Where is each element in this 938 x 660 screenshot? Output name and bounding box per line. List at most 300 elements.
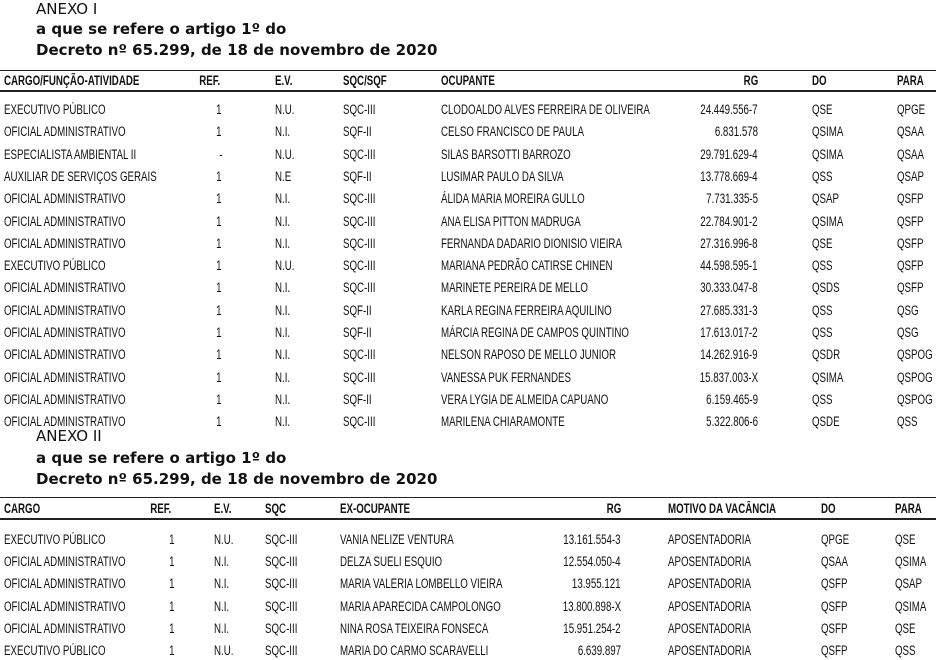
cell-ocupante-text: VANESSA PUK FERNANDES	[441, 369, 572, 385]
cell-do-text: QSS	[812, 302, 833, 318]
cell-sqc-sqf	[343, 236, 388, 252]
cell-rg	[678, 147, 758, 163]
cell-ev	[275, 392, 296, 408]
cell-ocupante	[441, 325, 702, 341]
cell-ex-ocupante	[340, 532, 498, 548]
cell-cargo-text: EXECUTIVO PÚBLICO	[4, 258, 106, 274]
cell-ev	[275, 303, 296, 319]
cell-ocupante	[441, 280, 645, 296]
cell-sqc-sqf	[343, 280, 388, 296]
cell-ocupante-text: CELSO FRANCISCO DE PAULA	[441, 124, 584, 140]
cell-ev	[275, 191, 296, 207]
cell-cargo-text: OFICIAL ADMINISTRATIVO	[4, 347, 126, 363]
cell-ex-ocupante-text: MARIA APARECIDA CAMPOLONGO	[340, 598, 501, 614]
cell-para	[897, 214, 934, 230]
cell-ref	[214, 392, 222, 408]
cell-do-text: QSS	[812, 325, 833, 340]
cell-para	[897, 191, 934, 207]
cell-ref	[214, 124, 222, 140]
cell-do	[821, 621, 858, 637]
cell-ref	[167, 621, 175, 637]
cell-motivo-vacancia-text: APOSENTADORIA	[668, 554, 752, 570]
cell-cargo-text: OFICIAL ADMINISTRATIVO	[4, 280, 126, 296]
cell-ref-text: 1	[216, 258, 222, 274]
cell-ev	[275, 147, 302, 163]
cell-para	[897, 236, 934, 252]
cell-cargo-text: OFICIAL ADMINISTRATIVO	[4, 576, 126, 592]
cell-cargo-text: EXECUTIVO PÚBLICO	[4, 643, 106, 658]
cell-ev-text: N.U.	[275, 146, 295, 162]
cell-do	[821, 532, 860, 548]
cell-cargo	[4, 576, 173, 592]
cell-do	[821, 643, 858, 659]
cell-motivo-vacancia-text: APOSENTADORIA	[668, 598, 752, 614]
cell-rg	[678, 347, 758, 363]
column-header-ref-text: REF.	[149, 501, 171, 516]
annex-2-title: ANEXO II	[36, 427, 102, 445]
cell-ev	[275, 214, 296, 230]
cell-do	[812, 214, 856, 230]
cell-do	[821, 554, 859, 570]
cell-do	[812, 147, 856, 163]
cell-sqc-sqf-text: SQC-III	[343, 146, 376, 162]
cell-cargo	[4, 102, 145, 118]
cell-ocupante	[441, 414, 613, 430]
column-header-para	[895, 501, 932, 517]
cell-cargo-text: EXECUTIVO PÚBLICO	[4, 102, 106, 117]
annex-1-subtitle: a que se refere o artigo 1º do	[36, 20, 287, 38]
cell-do-text: QSIMA	[812, 146, 844, 162]
cell-ev	[214, 532, 241, 548]
cell-do-text: QSE	[812, 235, 833, 251]
cell-para-text: QSG	[897, 325, 919, 340]
cell-sqc-sqf-text: SQC-III	[343, 102, 376, 117]
cell-motivo-vacancia	[668, 532, 783, 548]
cell-do-text: QSFP	[821, 598, 848, 614]
cell-sqc	[265, 643, 310, 659]
column-header-do	[812, 73, 832, 89]
cell-do-text: QSDE	[812, 414, 840, 430]
cell-rg-text: 6.831.578	[714, 124, 758, 140]
cell-sqc-text: SQC-III	[265, 532, 298, 547]
cell-rg-text: 13.800.898-X	[562, 598, 621, 614]
annex-1-title: ANEXO I	[36, 0, 98, 18]
cell-cargo-text: OFICIAL ADMINISTRATIVO	[4, 191, 126, 207]
cell-ex-ocupante	[340, 643, 546, 659]
cell-ref-text: 1	[216, 280, 222, 296]
cell-ev	[214, 576, 235, 592]
cell-ev	[214, 599, 235, 615]
cell-ref	[214, 303, 222, 319]
cell-rg	[686, 414, 758, 430]
cell-sqc-sqf	[343, 214, 388, 230]
cell-ocupante-text: ANA ELISA PITTON MADRUGA	[441, 213, 581, 229]
cell-ref-text: 1	[169, 598, 175, 614]
cell-sqc-sqf-text: SQF-II	[343, 124, 372, 140]
column-header-ex-ocupante-text: EX-OCUPANTE	[340, 501, 411, 516]
cell-sqc-text: SQC-III	[265, 576, 298, 592]
cell-rg	[678, 258, 758, 274]
cell-ocupante	[441, 191, 641, 207]
column-header-para-text: PARA	[895, 501, 922, 516]
cell-rg-text: 13.778.669-4	[700, 168, 758, 184]
cell-rg	[678, 280, 758, 296]
cell-ev-text: N.I.	[214, 620, 230, 636]
cell-sqc-sqf	[343, 258, 388, 274]
cell-do-text: QSS	[812, 258, 833, 274]
cell-ref-text: 1	[169, 554, 175, 570]
cell-sqc-sqf	[343, 303, 383, 319]
cell-ev-text: N.I.	[275, 347, 291, 363]
cell-para-text: QSFP	[897, 280, 924, 296]
cell-motivo-vacancia	[668, 576, 783, 592]
cell-rg	[678, 236, 758, 252]
cell-ocupante	[441, 258, 679, 274]
cell-ocupante-text: SILAS BARSOTTI BARROZO	[441, 146, 571, 162]
cell-ex-ocupante	[340, 576, 566, 592]
column-header-cargo	[4, 73, 192, 89]
cell-rg	[686, 392, 758, 408]
cell-rg	[678, 303, 758, 319]
cell-rg-text: 12.554.050-4	[563, 554, 621, 570]
cell-ocupante-text: VERA LYGIA DE ALMEIDA CAPUANO	[441, 391, 609, 407]
cell-ev-text: N.U.	[214, 532, 234, 547]
column-header-rg-text: RG	[743, 73, 758, 88]
cell-para-text: QSPOG	[897, 369, 933, 385]
cell-cargo-text: OFICIAL ADMINISTRATIVO	[4, 620, 126, 636]
cell-para	[895, 576, 933, 592]
cell-ref-text: 1	[216, 369, 222, 385]
cell-ref-text: 1	[216, 124, 222, 140]
cell-ocupante-text: NELSON RAPOSO DE MELLO JUNIOR	[441, 347, 617, 363]
cell-do-text: QSFP	[821, 576, 848, 592]
cell-ocupante	[441, 236, 692, 252]
cell-ref	[214, 325, 222, 341]
cell-ref	[167, 576, 175, 592]
cell-cargo-text: OFICIAL ADMINISTRATIVO	[4, 325, 126, 340]
cell-para-text: QSG	[897, 302, 919, 318]
cell-sqc-sqf-text: SQC-III	[343, 347, 376, 363]
column-header-motivo-vacancia	[668, 501, 818, 517]
cell-rg-text: 5.322.806-6	[706, 414, 758, 430]
cell-para	[897, 280, 934, 296]
cell-para	[895, 643, 924, 659]
cell-ref	[214, 370, 222, 386]
cell-sqc-sqf	[343, 325, 383, 341]
cell-do	[812, 258, 841, 274]
cell-rg-text: 30.333.047-8	[700, 280, 758, 296]
cell-cargo	[4, 554, 173, 570]
cell-para	[897, 325, 927, 341]
cell-cargo-text: ESPECIALISTA AMBIENTAL II	[4, 146, 137, 162]
cell-ocupante	[441, 303, 678, 319]
cell-para	[895, 599, 938, 615]
cell-cargo	[4, 280, 173, 296]
cell-rg	[686, 191, 758, 207]
divider	[0, 70, 936, 71]
cell-ev	[275, 169, 298, 185]
cell-ev-text: N.I.	[275, 280, 291, 296]
cell-do-text: QPGE	[821, 532, 850, 547]
cell-ref	[218, 147, 223, 163]
cell-para-text: QSAA	[897, 146, 925, 162]
cell-cargo	[4, 236, 173, 252]
cell-para-text: QSIMA	[895, 554, 927, 570]
cell-sqc-sqf	[343, 347, 388, 363]
cell-para	[897, 370, 938, 386]
cell-rg-text: 13.161.554-3	[563, 532, 621, 547]
cell-ref-text: 1	[216, 391, 222, 407]
cell-ref	[167, 599, 175, 615]
cell-ev	[214, 643, 241, 659]
cell-ocupante	[441, 214, 635, 230]
cell-ref-text: 1	[216, 235, 222, 251]
cell-ev	[275, 325, 296, 341]
column-header-do-text: DO	[821, 501, 836, 516]
annex-2-subtitle: a que se refere o artigo 1º do	[36, 449, 287, 467]
cell-cargo	[4, 325, 173, 341]
cell-do	[812, 303, 841, 319]
cell-ev-text: N.U.	[214, 643, 234, 658]
cell-para-text: QSPOG	[897, 347, 933, 363]
cell-sqc-sqf	[343, 124, 383, 140]
cell-do-text: QSFP	[821, 643, 848, 658]
cell-ocupante	[441, 124, 640, 140]
cell-rg-text: 27.685.331-3	[700, 302, 758, 318]
divider	[0, 497, 936, 498]
cell-do	[812, 280, 850, 296]
cell-rg-text: 22.784.901-2	[700, 213, 758, 229]
column-header-ev	[214, 501, 238, 517]
cell-rg	[698, 124, 758, 140]
cell-ev-text: N.U.	[275, 102, 295, 117]
cell-sqc-text: SQC-III	[265, 620, 298, 636]
cell-motivo-vacancia	[668, 621, 783, 637]
cell-rg-text: 27.316.996-8	[700, 235, 758, 251]
cell-para-text: QSPOG	[897, 391, 933, 407]
column-header-ocupante	[441, 73, 516, 89]
cell-do	[821, 599, 858, 615]
cell-ref	[214, 414, 222, 430]
cell-ev-text: N.I.	[275, 213, 291, 229]
cell-cargo	[4, 303, 173, 319]
cell-ref-text: 1	[216, 213, 222, 229]
cell-para	[895, 554, 938, 570]
cell-ex-ocupante-text: DELZA SUELI ESQUIO	[340, 554, 443, 570]
cell-rg-text: 13.955.121	[572, 576, 621, 592]
cell-ocupante-text: LUSIMAR PAULO DA SILVA	[441, 168, 564, 184]
cell-ev	[214, 621, 235, 637]
cell-motivo-vacancia-text: APOSENTADORIA	[668, 620, 752, 636]
cell-cargo-text: OFICIAL ADMINISTRATIVO	[4, 414, 126, 430]
cell-rg-text: 17.613.017-2	[700, 325, 758, 340]
cell-motivo-vacancia	[668, 554, 783, 570]
cell-sqc-sqf-text: SQC-III	[343, 191, 376, 207]
cell-ref	[214, 102, 222, 118]
cell-do-text: QSDR	[812, 347, 841, 363]
cell-ref	[167, 532, 175, 548]
cell-do-text: QSIMA	[812, 369, 844, 385]
cell-ref	[214, 169, 222, 185]
cell-ev	[275, 370, 296, 386]
cell-ocupante-text: ÁLIDA MARIA MOREIRA GULLO	[441, 191, 585, 207]
cell-ev-text: N.I.	[275, 325, 291, 340]
column-header-sqc-sqf-text: SQC/SQF	[343, 73, 387, 88]
cell-sqc-text: SQC-III	[265, 554, 298, 570]
cell-cargo-text: EXECUTIVO PÚBLICO	[4, 532, 106, 547]
cell-ev	[275, 102, 302, 118]
cell-ref	[214, 280, 222, 296]
cell-ev-text: N.E	[275, 168, 292, 184]
cell-rg-text: 29.791.629-4	[700, 146, 758, 162]
cell-rg	[677, 370, 758, 386]
cell-cargo-text: OFICIAL ADMINISTRATIVO	[4, 369, 126, 385]
cell-ref-text: 1	[216, 168, 222, 184]
column-header-cargo	[4, 501, 54, 517]
cell-para-text: QSFP	[897, 258, 924, 274]
cell-para	[895, 621, 924, 637]
cell-sqc-sqf	[343, 102, 388, 118]
cell-ref-text: 1	[216, 302, 222, 318]
cell-ref	[214, 214, 222, 230]
cell-rg-text: 44.598.595-1	[700, 258, 758, 274]
cell-do-text: QSDS	[812, 280, 840, 296]
cell-do-text: QSIMA	[812, 213, 844, 229]
column-header-motivo-vacancia-text: MOTIVO DA VACÂNCIA	[668, 501, 776, 516]
cell-ev-text: N.I.	[275, 391, 291, 407]
cell-do	[812, 236, 841, 252]
cell-ex-ocupante-text: MARIA DO CARMO SCARAVELLI	[340, 643, 489, 658]
cell-ref-text: 1	[169, 620, 175, 636]
cell-cargo	[4, 370, 173, 386]
cell-rg	[678, 325, 758, 341]
cell-ref-text: 1	[216, 325, 222, 340]
cell-ev	[214, 554, 235, 570]
cell-sqc-sqf	[343, 392, 383, 408]
column-header-do-text: DO	[812, 73, 827, 88]
cell-do	[812, 325, 841, 341]
cell-para-text: QSE	[895, 620, 916, 636]
cell-ev	[275, 258, 302, 274]
cell-cargo-text: OFICIAL ADMINISTRATIVO	[4, 213, 126, 229]
cell-ex-ocupante-text: NINA ROSA TEIXEIRA FONSECA	[340, 620, 489, 636]
cell-para-text: QSIMA	[895, 598, 927, 614]
cell-para	[897, 303, 927, 319]
cell-cargo	[4, 621, 173, 637]
cell-rg	[678, 214, 758, 230]
annex-2-decree: Decreto nº 65.299, de 18 de novembro de 2020	[36, 470, 438, 488]
column-header-ref	[191, 73, 220, 89]
divider	[0, 90, 936, 92]
cell-ex-ocupante	[340, 621, 546, 637]
cell-motivo-vacancia-text: APOSENTADORIA	[668, 643, 752, 658]
cell-do-text: QSIMA	[812, 124, 844, 140]
cell-ref	[214, 236, 222, 252]
cell-sqc-sqf-text: SQC-III	[343, 258, 376, 274]
cell-ocupante	[441, 370, 622, 386]
cell-cargo-text: AUXILIAR DE SERVIÇOS GERAIS	[4, 168, 157, 184]
column-header-rg	[738, 73, 758, 89]
cell-sqc-sqf-text: SQF-II	[343, 302, 372, 318]
cell-sqc-sqf	[343, 370, 388, 386]
cell-cargo	[4, 643, 145, 659]
cell-sqc-sqf-text: SQC-III	[343, 369, 376, 385]
cell-cargo-text: OFICIAL ADMINISTRATIVO	[4, 235, 126, 251]
cell-ocupante	[441, 169, 611, 185]
cell-cargo	[4, 532, 145, 548]
cell-ex-ocupante	[340, 599, 563, 615]
cell-do-text: QSAA	[821, 554, 849, 570]
cell-cargo	[4, 599, 173, 615]
cell-sqc	[265, 554, 310, 570]
cell-ocupante-text: KARLA REGINA FERREIRA AQUILINO	[441, 302, 612, 318]
cell-para-text: QSAA	[897, 124, 925, 140]
cell-do	[812, 370, 856, 386]
cell-ref-text: 1	[169, 532, 175, 547]
cell-para	[897, 124, 935, 140]
cell-para	[897, 392, 938, 408]
cell-rg-text: 7.731.335-5	[706, 191, 758, 207]
cell-ev-text: N.I.	[275, 191, 291, 207]
cell-ev-text: N.U.	[275, 258, 295, 274]
cell-ocupante	[441, 147, 621, 163]
column-header-cargo-text: CARGO	[4, 501, 41, 516]
cell-ev-text: N.I.	[214, 598, 230, 614]
cell-cargo	[4, 392, 173, 408]
cell-ref	[167, 643, 175, 659]
cell-para	[897, 258, 934, 274]
cell-rg-text: 6.159.465-9	[706, 391, 758, 407]
cell-sqc-sqf-text: SQF-II	[343, 168, 372, 184]
cell-sqc	[265, 599, 310, 615]
column-header-ev-text: E.V.	[214, 501, 232, 516]
cell-rg-text: 14.262.916-9	[700, 347, 758, 363]
cell-cargo	[4, 169, 216, 185]
cell-rg	[553, 576, 621, 592]
cell-motivo-vacancia	[668, 599, 783, 615]
cell-para-text: QSE	[895, 532, 916, 547]
column-header-ev-text: E.V.	[275, 73, 293, 88]
cell-para	[897, 347, 938, 363]
cell-rg	[561, 643, 621, 659]
cell-ref	[214, 191, 222, 207]
cell-ref	[214, 258, 222, 274]
cell-ev	[275, 414, 296, 430]
cell-ex-ocupante-text: VANIA NELIZE VENTURA	[340, 532, 454, 547]
cell-ref-text: 1	[216, 347, 222, 363]
column-header-sqc-text: SQC	[265, 501, 287, 516]
cell-ev-text: N.I.	[275, 235, 291, 251]
cell-motivo-vacancia-text: APOSENTADORIA	[668, 576, 752, 592]
cell-ref-text: 1	[216, 191, 222, 207]
cell-para-text: QSFP	[897, 191, 924, 207]
cell-ev-text: N.I.	[275, 414, 291, 430]
cell-para-text: QPGE	[897, 102, 926, 117]
cell-rg	[541, 554, 621, 570]
cell-sqc-sqf	[343, 414, 388, 430]
cell-ocupante	[441, 347, 684, 363]
cell-ev-text: N.I.	[214, 576, 230, 592]
cell-ocupante-text: MARIANA PEDRÃO CATIRSE CHINEN	[441, 258, 613, 274]
column-header-para-text: PARA	[897, 73, 924, 88]
column-header-cargo-text: CARGO/FUNÇÃO-ATIVIDADE	[4, 73, 140, 88]
column-header-ref	[142, 501, 171, 517]
cell-rg-text: 15.837.003-X	[699, 369, 758, 385]
cell-rg-text: 15.951.254-2	[563, 620, 621, 636]
column-header-ref-text: REF.	[198, 73, 220, 88]
cell-do-text: QSFP	[821, 620, 848, 636]
cell-ev-text: N.I.	[275, 369, 291, 385]
